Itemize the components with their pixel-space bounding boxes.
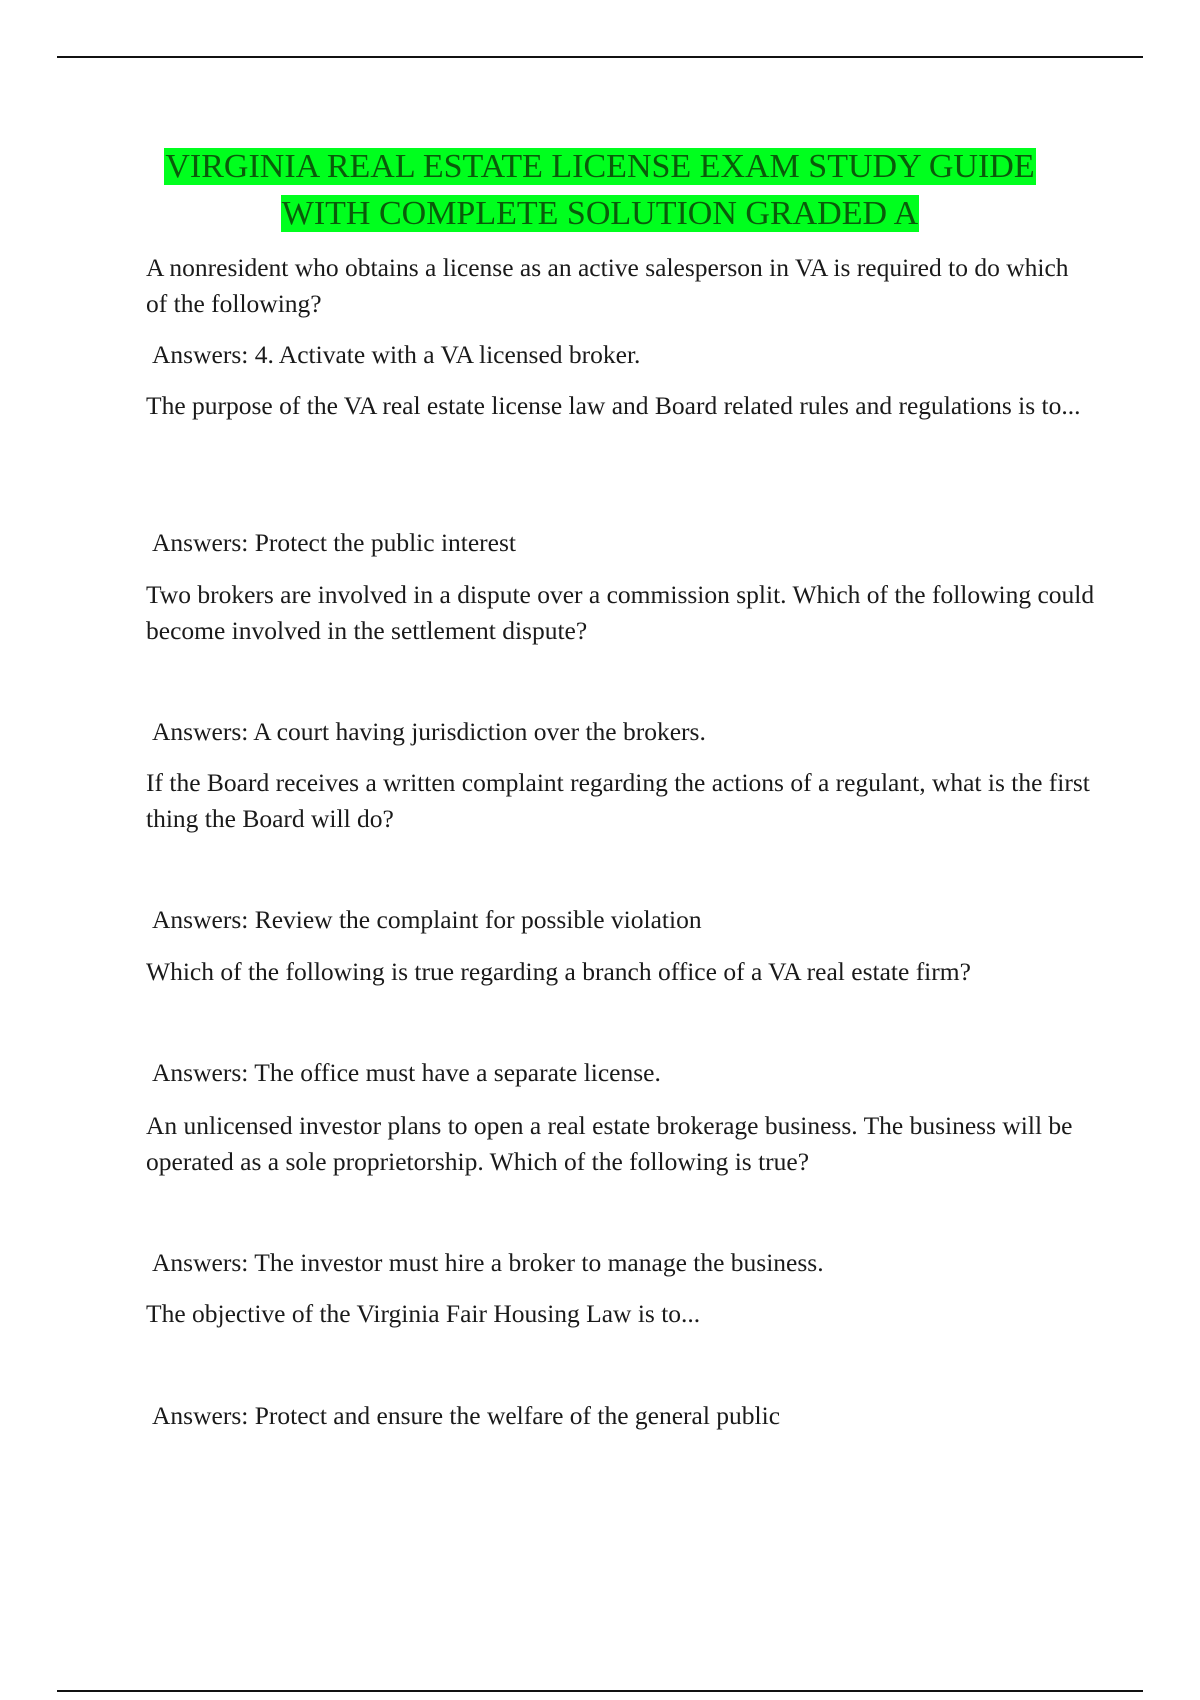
header-rule bbox=[57, 56, 1143, 58]
question-2: The purpose of the VA real estate license law and Board related rules and regulations is to... bbox=[146, 391, 1081, 420]
document-title bbox=[100, 143, 1100, 237]
title-line-1: VIRGINIA REAL ESTATE LICENSE EXAM STUDY GUIDE bbox=[165, 148, 1035, 185]
answer-1: Answers: 4. Activate with a VA licensed broker. bbox=[152, 340, 641, 369]
answer-2: Answers: Protect the public interest bbox=[152, 528, 516, 557]
question-6: An unlicensed investor plans to open a real estate brokerage business. The business will be operated as a sole proprietorship. Which of the following is true? bbox=[146, 1111, 1073, 1176]
answer-6: Answers: The investor must hire a broker to manage the business. bbox=[152, 1248, 824, 1277]
answer-7: Answers: Protect and ensure the welfare of the general public bbox=[152, 1401, 781, 1430]
question-5: Which of the following is true regarding a branch office of a VA real estate firm? bbox=[146, 957, 971, 986]
answer-5: Answers: The office must have a separate license. bbox=[152, 1058, 661, 1087]
title-line-2: WITH COMPLETE SOLUTION GRADED A bbox=[281, 195, 919, 232]
question-1: A nonresident who obtains a license as an active salesperson in VA is required to do which of the following? bbox=[146, 253, 1069, 318]
footer-rule bbox=[57, 1690, 1143, 1692]
question-3: Two brokers are involved in a dispute over a commission split. Which of the following could become involved in the settlement dispute? bbox=[146, 580, 1095, 645]
question-4: If the Board receives a written complaint regarding the actions of a regulant, what is the first thing the Board will do? bbox=[146, 768, 1090, 833]
question-7: The objective of the Virginia Fair Housing Law is to... bbox=[146, 1299, 701, 1328]
answer-3: Answers: A court having jurisdiction over the brokers. bbox=[152, 717, 706, 746]
answer-4: Answers: Review the complaint for possible violation bbox=[152, 905, 702, 934]
